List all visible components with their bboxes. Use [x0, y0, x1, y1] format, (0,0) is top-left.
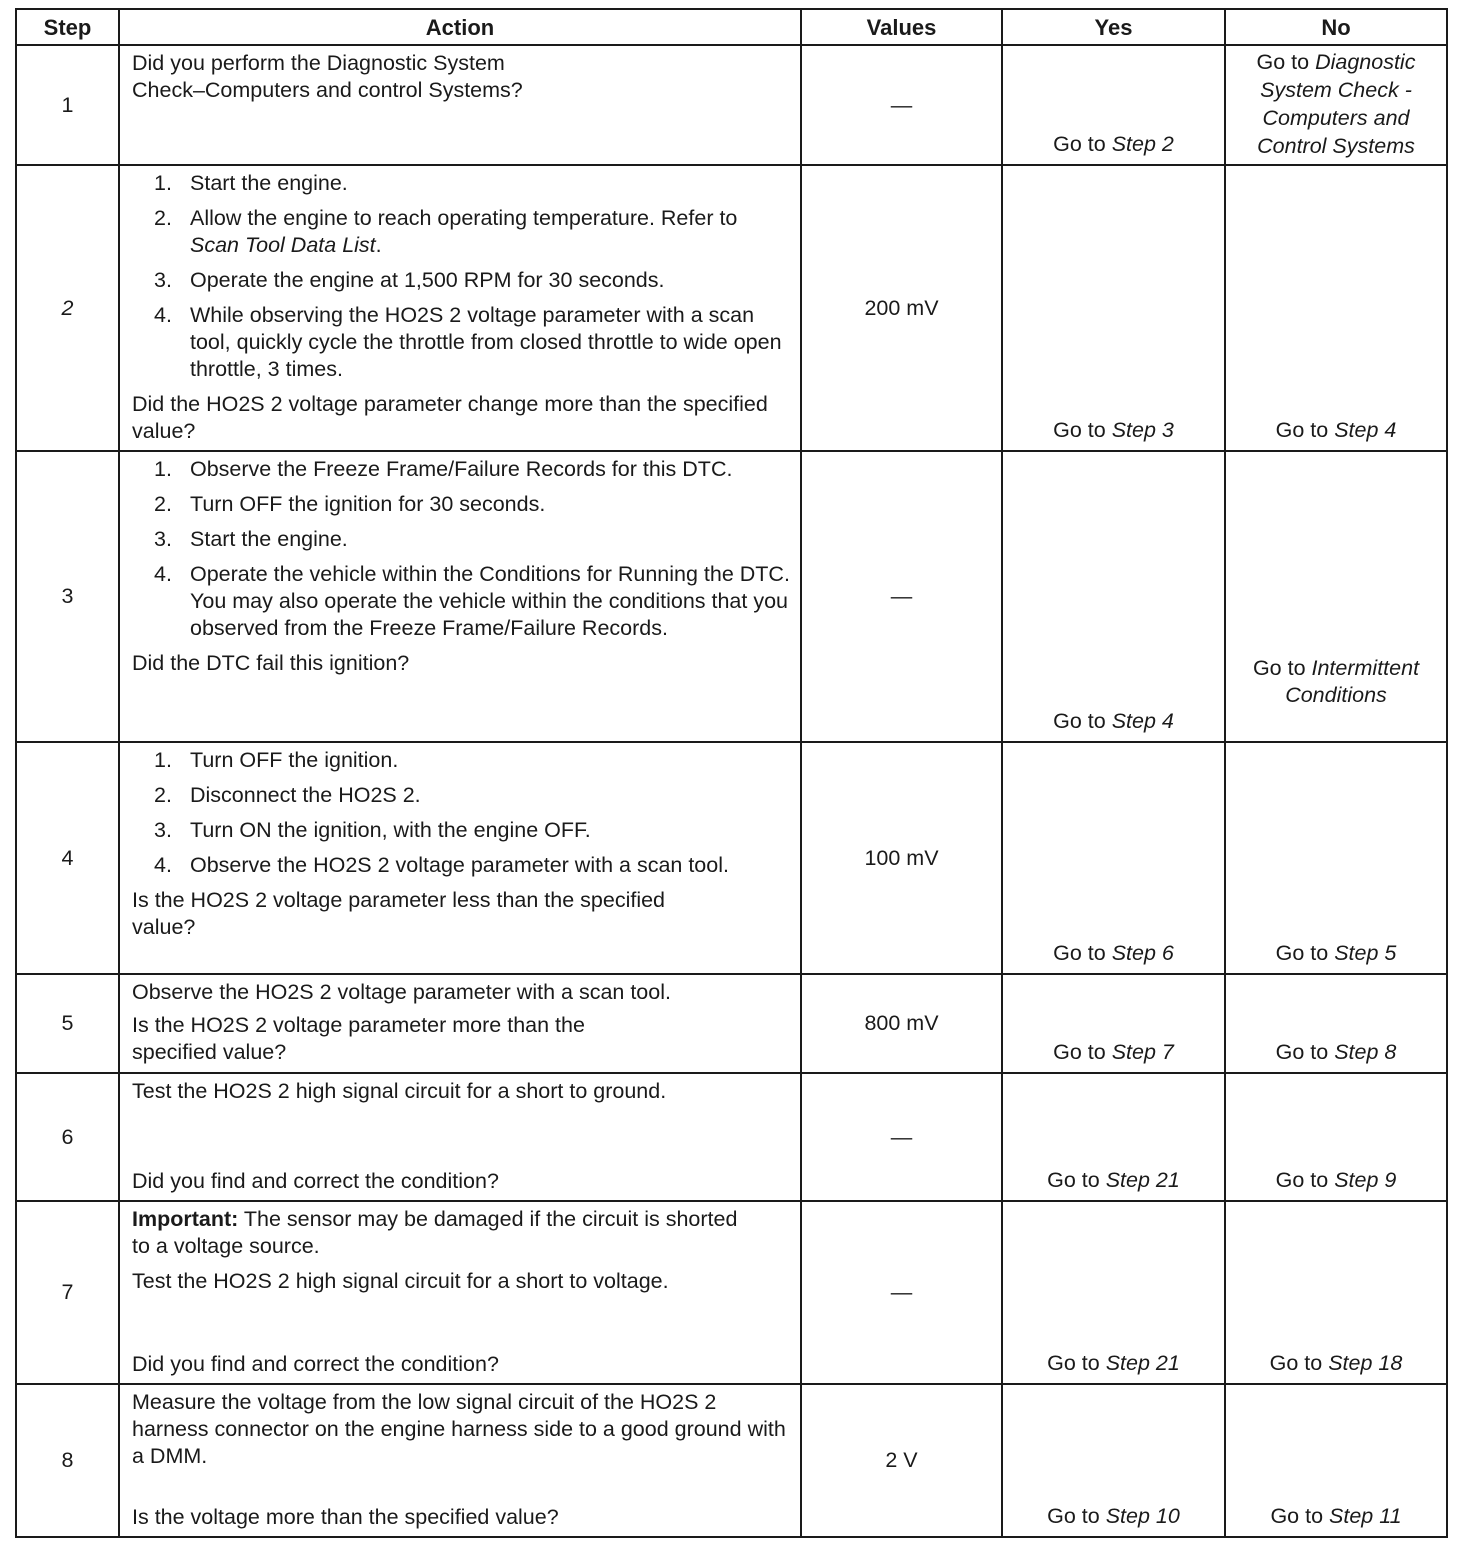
- table-row: [16, 1073, 1447, 1201]
- substep-number: 1.: [154, 748, 172, 772]
- yes-cell: [1002, 1384, 1225, 1537]
- question-text: Did the HO2S 2 voltage parameter change more than the specified value?: [132, 392, 768, 443]
- no-cell: [1225, 1201, 1447, 1384]
- header-action: Action: [119, 9, 801, 45]
- list-item: [132, 782, 790, 809]
- substep-number: 1.: [154, 171, 172, 195]
- no-prefix: Go to: [1275, 1040, 1335, 1064]
- substep-text: Allow the engine to reach operating temperature. Refer to: [190, 206, 738, 230]
- substep-text: Turn OFF the ignition.: [190, 748, 399, 772]
- table-row: [16, 742, 1447, 974]
- scan-tool-data-list-link[interactable]: Scan Tool Data List: [190, 233, 376, 257]
- substep-number: 3.: [154, 527, 172, 551]
- values-cell: 800 mV: [801, 974, 1002, 1073]
- question-text: Is the voltage more than the specified value?: [132, 1505, 559, 1529]
- no-prefix: Go to: [1256, 50, 1316, 74]
- table-row: [16, 974, 1447, 1073]
- yes-prefix: Go to: [1053, 709, 1112, 733]
- values-cell: 100 mV: [801, 742, 1002, 974]
- substep-text: Observe the HO2S 2 voltage parameter with a scan tool.: [190, 853, 729, 877]
- yes-prefix: Go to: [1053, 418, 1112, 442]
- action-cell: [119, 1201, 801, 1384]
- header-yes: Yes: [1002, 9, 1225, 45]
- yes-cell: [1002, 742, 1225, 974]
- action-cell: [119, 1384, 801, 1537]
- header-row: [16, 9, 1447, 45]
- substep-number: 3.: [154, 268, 172, 292]
- instruction-text: Test the HO2S 2 high signal circuit for a short to ground.: [132, 1079, 667, 1103]
- yes-cell: [1002, 451, 1225, 742]
- diagnostic-table: [15, 8, 1448, 1538]
- yes-prefix: Go to: [1053, 941, 1112, 965]
- no-prefix: Go to: [1269, 1351, 1329, 1375]
- no-link[interactable]: Intermittent Conditions: [1285, 656, 1420, 707]
- list-item: [132, 817, 790, 844]
- instruction-text: Test the HO2S 2 high signal circuit for a short to voltage.: [132, 1269, 669, 1293]
- yes-link[interactable]: Step 3: [1111, 418, 1174, 442]
- question-text: Did you find and correct the condition?: [132, 1352, 499, 1376]
- substep-list: [132, 456, 790, 642]
- table-row: [16, 45, 1447, 165]
- action-cell: [119, 45, 801, 165]
- substep-list: [132, 747, 790, 879]
- important-label: Important:: [132, 1207, 239, 1231]
- substep-text: Start the engine.: [190, 171, 348, 195]
- values-cell: —: [801, 1073, 1002, 1201]
- action-cell: [119, 974, 801, 1073]
- yes-prefix: Go to: [1053, 132, 1112, 156]
- substep-number: 2.: [154, 206, 172, 230]
- step-number: 1: [16, 45, 119, 165]
- substep-text-after: .: [375, 233, 382, 257]
- no-link[interactable]: Step 5: [1334, 941, 1397, 965]
- header-values: Values: [801, 9, 1002, 45]
- table-row: [16, 451, 1447, 742]
- no-prefix: Go to: [1275, 941, 1335, 965]
- substep-text: While observing the HO2S 2 voltage parameter with a scan tool, quickly cycle the throttle from closed throttle to wide open throttle, 3 times.: [190, 303, 782, 381]
- yes-prefix: Go to: [1047, 1504, 1106, 1528]
- no-link[interactable]: Step 8: [1334, 1040, 1397, 1064]
- values-cell: —: [801, 1201, 1002, 1384]
- table-row: [16, 1201, 1447, 1384]
- no-cell: [1225, 165, 1447, 451]
- action-cell: [119, 165, 801, 451]
- header-step: Step: [16, 9, 119, 45]
- table-row: [16, 165, 1447, 451]
- action-cell: [119, 742, 801, 974]
- table-row: [16, 1384, 1447, 1537]
- list-item: [132, 170, 790, 197]
- no-link[interactable]: Diagnostic System Check - Computers and Control Systems: [1257, 50, 1416, 158]
- question-text: Is the HO2S 2 voltage parameter less than the specified value?: [132, 888, 666, 939]
- step-number: 4: [16, 742, 119, 974]
- yes-link[interactable]: Step 10: [1105, 1504, 1180, 1528]
- yes-cell: [1002, 1201, 1225, 1384]
- yes-link[interactable]: Step 4: [1111, 709, 1174, 733]
- question-text: Did the DTC fail this ignition?: [132, 651, 410, 675]
- yes-link[interactable]: Step 21: [1105, 1351, 1180, 1375]
- yes-link[interactable]: Step 21: [1105, 1168, 1180, 1192]
- no-link[interactable]: Step 18: [1328, 1351, 1403, 1375]
- list-item: [132, 561, 790, 642]
- step-number: 7: [16, 1201, 119, 1384]
- no-cell: [1225, 1384, 1447, 1537]
- step-number: 5: [16, 974, 119, 1073]
- yes-cell: [1002, 1073, 1225, 1201]
- yes-cell: [1002, 974, 1225, 1073]
- step-number: 6: [16, 1073, 119, 1201]
- yes-link[interactable]: Step 7: [1111, 1040, 1174, 1064]
- list-item: [132, 456, 790, 483]
- list-item: [132, 205, 790, 259]
- list-item: [132, 491, 790, 518]
- substep-text: Start the engine.: [190, 527, 348, 551]
- yes-cell: [1002, 45, 1225, 165]
- action-cell: [119, 451, 801, 742]
- no-cell: [1225, 742, 1447, 974]
- substep-text: Turn ON the ignition, with the engine OFF.: [190, 818, 591, 842]
- step-number: 3: [16, 451, 119, 742]
- yes-link[interactable]: Step 2: [1111, 132, 1174, 156]
- values-cell: [801, 45, 1002, 165]
- dash-value: —: [890, 92, 913, 117]
- no-cell: [1225, 45, 1447, 165]
- yes-prefix: Go to: [1047, 1168, 1106, 1192]
- no-cell: [1225, 451, 1447, 742]
- no-prefix: Go to: [1252, 656, 1312, 680]
- question-text: Is the HO2S 2 voltage parameter more than the specified value?: [132, 1013, 585, 1064]
- instruction-text: Observe the HO2S 2 voltage parameter with a scan tool.: [132, 980, 671, 1004]
- no-link[interactable]: Step 9: [1334, 1168, 1397, 1192]
- no-cell: [1225, 1073, 1447, 1201]
- values-cell: —: [801, 451, 1002, 742]
- step-number: 2: [16, 165, 119, 451]
- substep-number: 3.: [154, 818, 172, 842]
- instruction-text: Measure the voltage from the low signal circuit of the HO2S 2 harness connector on the engine harness side to a good ground with a DMM.: [132, 1390, 786, 1468]
- substep-number: 4.: [154, 853, 172, 877]
- no-cell: [1225, 974, 1447, 1073]
- question-text: Did you find and correct the condition?: [132, 1169, 499, 1193]
- no-prefix: Go to: [1270, 1504, 1330, 1528]
- no-link[interactable]: Step 4: [1334, 418, 1397, 442]
- substep-number: 4.: [154, 562, 172, 586]
- substep-text: Disconnect the HO2S 2.: [190, 783, 421, 807]
- substep-list: [132, 170, 790, 383]
- values-cell: 2 V: [801, 1384, 1002, 1537]
- step-number: 8: [16, 1384, 119, 1537]
- important-note: [132, 1206, 790, 1260]
- substep-number: 4.: [154, 303, 172, 327]
- no-prefix: Go to: [1275, 418, 1335, 442]
- no-link[interactable]: Step 11: [1329, 1504, 1402, 1528]
- yes-cell: [1002, 165, 1225, 451]
- list-item: [132, 302, 790, 383]
- substep-number: 1.: [154, 457, 172, 481]
- substep-text: Operate the engine at 1,500 RPM for 30 seconds.: [190, 268, 665, 292]
- yes-prefix: Go to: [1053, 1040, 1112, 1064]
- action-cell: [119, 1073, 801, 1201]
- header-no: No: [1225, 9, 1447, 45]
- no-prefix: Go to: [1275, 1168, 1335, 1192]
- yes-link[interactable]: Step 6: [1111, 941, 1174, 965]
- substep-number: 2.: [154, 783, 172, 807]
- list-item: [132, 267, 790, 294]
- substep-number: 2.: [154, 492, 172, 516]
- important-text: The sensor may be damaged if the circuit is shorted to a voltage source.: [132, 1207, 738, 1258]
- list-item: [132, 852, 790, 879]
- values-cell: 200 mV: [801, 165, 1002, 451]
- list-item: [132, 747, 790, 774]
- substep-text: Observe the Freeze Frame/Failure Records for this DTC.: [190, 457, 733, 481]
- list-item: [132, 526, 790, 553]
- substep-text: Operate the vehicle within the Conditions for Running the DTC. You may also operate the vehicle within the conditions that you observed from the Freeze Frame/Failure Records.: [190, 562, 790, 640]
- yes-prefix: Go to: [1047, 1351, 1106, 1375]
- question-text: Did you perform the Diagnostic System Check–Computers and control Systems?: [132, 51, 523, 102]
- substep-text: Turn OFF the ignition for 30 seconds.: [190, 492, 546, 516]
